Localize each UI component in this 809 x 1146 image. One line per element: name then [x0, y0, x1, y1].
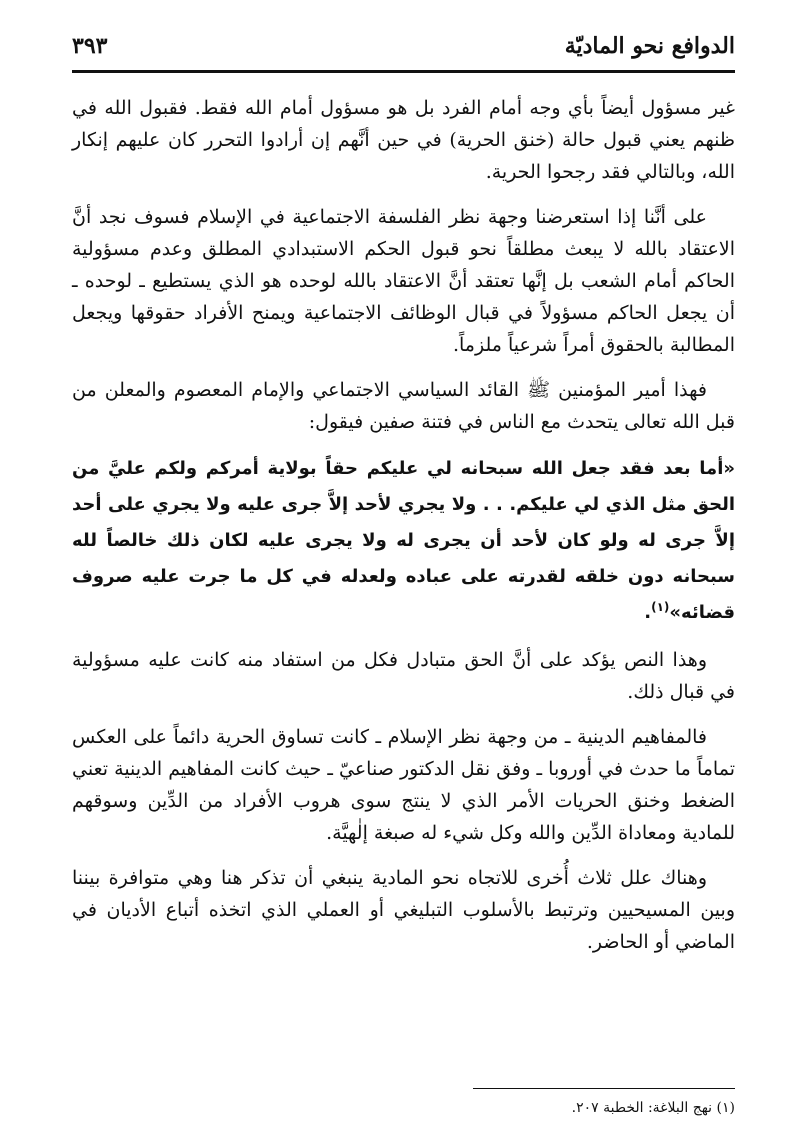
footnote: (١) نهج البلاغة: الخطبة ٢٠٧. [571, 1100, 735, 1116]
page-number: ٣٩٣ [72, 33, 108, 59]
footnote-rule [473, 1088, 735, 1089]
quotation [72, 451, 735, 631]
page-header [72, 26, 735, 66]
footnote-reference: (١) [651, 600, 670, 614]
body-text [72, 92, 735, 971]
quotation-text: «أما بعد فقد جعل الله سبحانه لي عليكم حقاً بولاية أمركم ولكم عليَّ من الحق مثل الذي لي عليكم. . . ولا يجري لأحد إلاَّ جرى عليه ولا يجري على أحد إلاَّ جرى له ولو كان لأحد أن يجرى له ولا يجرى عليه لكان ذلك خالصاً لله سبحانه دون خلقه لقدرته على عباده ولعدله في كل ما جرت عليه صروف قضائه» [72, 458, 735, 623]
paragraph: غير مسؤول أيضاً بأي وجه أمام الفرد بل هو مسؤول أمام الله فقط. فقبول الله في ظنهم يعني قبول حالة (خنق الحرية) في حين أنَّهم إن أرادوا التحرر كان عليهم إنكار الله، وبالتالي فقد رجحوا الحرية. [72, 97, 735, 183]
running-title: الدوافع نحو الماديّة [564, 33, 735, 59]
header-rule [72, 70, 735, 73]
quotation-end: . [644, 602, 652, 623]
paragraph: فالمفاهيم الدينية ـ من وجهة نظر الإسلام ـ كانت تساوق الحرية دائماً على العكس تماماً ما حدث في أوروبا ـ وفق نقل الدكتور صناعيّ ـ حيث كانت المفاهيم الدينية تعني الضغط وخنق الحريات الأمر الذي لا ينتج سوى هروب الأفراد من الدِّين وسوقهم للمادية ومعاداة الدِّين والله وكل شيء له صبغة إلٰهيَّة. [72, 726, 735, 844]
paragraph: وهناك علل ثلاث أُخرى للاتجاه نحو المادية ينبغي أن تذكر هنا وهي متوافرة بيننا وبين المسيحيين وترتبط بالأسلوب التبليغي أو العملي الذي اتخذه أتباع الأديان في الماضي أو الحاضر. [72, 867, 735, 953]
paragraph: وهذا النص يؤكد على أنَّ الحق متبادل فكل من استفاد منه كانت عليه مسؤولية في قبال ذلك. [72, 649, 735, 703]
paragraph: على أنَّنا إذا استعرضنا وجهة نظر الفلسفة الاجتماعية في الإسلام فسوف نجد أنَّ الاعتقاد بالله لا يبعث مطلقاً نحو قبول الحكم الاستبدادي المطلق وعدم مسؤولية الحاكم أمام الشعب بل إنَّها تعتقد أنَّ الاعتقاد بالله لوحده هو الذي يستطيع ـ لوحده ـ أن يجعل الحاكم مسؤولاً في قبال الوظائف الاجتماعية ويمنح الأفراد حقوقها ويجعل المطالبة بالحقوق أمراً شرعياً ملزماً. [72, 206, 735, 356]
paragraph: فهذا أمير المؤمنين ﷺ القائد السياسي الاجتماعي والإمام المعصوم والمعلن من قبل الله تعالى يتحدث مع الناس في فتنة صفين فيقول: [72, 379, 735, 433]
